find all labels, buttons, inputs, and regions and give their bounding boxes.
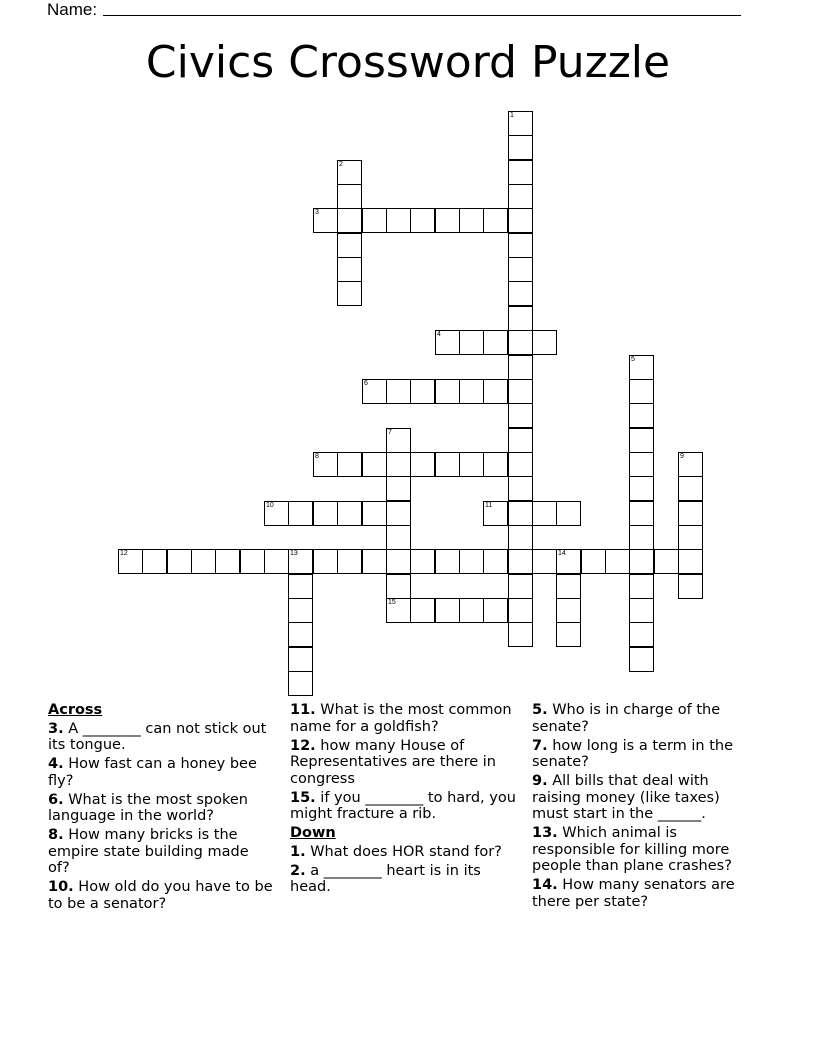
crossword-cell[interactable] — [629, 355, 654, 380]
crossword-cell[interactable] — [459, 549, 484, 574]
crossword-cell[interactable] — [191, 549, 216, 574]
clue-item — [48, 721, 274, 754]
crossword-cell[interactable] — [337, 184, 362, 209]
clue-item-number: 7. — [532, 737, 548, 754]
clue-item-text: how long is a term in the senate? — [532, 737, 734, 770]
clue-number: 4 — [437, 331, 441, 338]
crossword-cell[interactable] — [508, 549, 533, 574]
clue-item — [290, 702, 526, 735]
clue-item-number: 15. — [290, 789, 316, 806]
clue-item — [532, 773, 758, 823]
clue-item-text: How many senators are there per state? — [532, 877, 735, 910]
crossword-cell[interactable] — [435, 598, 460, 623]
across-clue-list — [48, 721, 274, 913]
crossword-cell[interactable] — [337, 208, 362, 233]
clue-number: 3 — [315, 209, 319, 216]
clue-item-text: if you ________ to hard, you might fracture a rib. — [290, 789, 516, 822]
down-heading: Down — [290, 825, 336, 841]
crossword-cell[interactable] — [410, 208, 435, 233]
crossword-cell[interactable] — [556, 574, 581, 599]
crossword-cell[interactable] — [386, 598, 411, 623]
crossword-cell[interactable] — [508, 135, 533, 160]
clue-item-text: What is the most common name for a goldfish? — [290, 702, 512, 735]
clue-number: 5 — [631, 356, 635, 363]
crossword-cell[interactable] — [362, 208, 387, 233]
clues-column-1 — [48, 702, 274, 915]
clue-item — [532, 702, 758, 735]
clue-item-number: 5. — [532, 702, 548, 718]
crossword-cell[interactable] — [362, 501, 387, 526]
crossword-cell[interactable] — [288, 598, 313, 623]
crossword-cell[interactable] — [629, 379, 654, 404]
crossword-cell[interactable] — [508, 379, 533, 404]
crossword-cell[interactable] — [142, 549, 167, 574]
crossword-cell[interactable] — [483, 379, 508, 404]
crossword-cell[interactable] — [337, 281, 362, 306]
crossword-cell[interactable] — [386, 549, 411, 574]
crossword-cell[interactable] — [386, 525, 411, 550]
clue-item — [48, 879, 274, 912]
crossword-cell[interactable] — [508, 306, 533, 331]
crossword-cell[interactable] — [362, 379, 387, 404]
crossword-cell[interactable] — [386, 476, 411, 501]
crossword-cell[interactable] — [508, 476, 533, 501]
crossword-cell[interactable] — [629, 428, 654, 453]
crossword-cell[interactable] — [508, 574, 533, 599]
crossword-cell[interactable] — [508, 233, 533, 258]
name-label: Name: — [47, 0, 98, 19]
crossword-cell[interactable] — [556, 598, 581, 623]
crossword-cell[interactable] — [483, 452, 508, 477]
clue-item-number: 11. — [290, 702, 316, 718]
page-title: Civics Crossword Puzzle — [145, 37, 671, 88]
crossword-cell[interactable] — [337, 257, 362, 282]
crossword-cell[interactable] — [629, 574, 654, 599]
crossword-cell[interactable] — [629, 622, 654, 647]
crossword-cell[interactable] — [410, 598, 435, 623]
crossword-cell[interactable] — [678, 501, 703, 526]
crossword-cell[interactable] — [386, 428, 411, 453]
crossword-cell[interactable] — [678, 549, 703, 574]
clue-item — [532, 877, 758, 910]
crossword-cell[interactable] — [629, 647, 654, 672]
clue-item-number: 3. — [48, 720, 64, 737]
crossword-cell[interactable] — [337, 233, 362, 258]
clue-number: 8 — [315, 453, 319, 460]
crossword-cell[interactable] — [386, 208, 411, 233]
clue-item — [290, 790, 526, 823]
crossword-cell[interactable] — [508, 111, 533, 136]
clue-item — [48, 827, 274, 877]
crossword-cell[interactable] — [288, 622, 313, 647]
crossword-cell[interactable] — [386, 501, 411, 526]
clue-item-number: 6. — [48, 791, 64, 808]
crossword-cell[interactable] — [629, 525, 654, 550]
crossword-cell[interactable] — [435, 208, 460, 233]
clues-column-2 — [290, 702, 526, 898]
crossword-cell[interactable] — [337, 452, 362, 477]
clue-item-number: 8. — [48, 827, 64, 843]
clue-item — [532, 738, 758, 771]
crossword-cell[interactable] — [605, 549, 630, 574]
clue-item-number: 1. — [290, 843, 306, 860]
crossword-cell[interactable] — [386, 379, 411, 404]
crossword-cell[interactable] — [483, 501, 508, 526]
clue-number: 12 — [120, 550, 128, 557]
clue-item-text: how many House of Representatives are there in congress — [290, 737, 496, 787]
crossword-cell[interactable] — [508, 281, 533, 306]
clue-item — [532, 825, 758, 875]
crossword-cell[interactable] — [435, 452, 460, 477]
crossword-cell[interactable] — [264, 549, 289, 574]
crossword-cell[interactable] — [313, 501, 338, 526]
clue-number: 7 — [388, 429, 392, 436]
crossword-cell[interactable] — [629, 598, 654, 623]
clue-item-text: Who is in charge of the senate? — [532, 702, 721, 735]
crossword-cell[interactable] — [337, 501, 362, 526]
crossword-cell[interactable] — [654, 549, 679, 574]
clue-item-number: 2. — [290, 862, 306, 879]
crossword-cell[interactable] — [337, 549, 362, 574]
crossword-cell[interactable] — [459, 379, 484, 404]
across-heading: Across — [48, 702, 103, 718]
crossword-cell[interactable] — [508, 403, 533, 428]
crossword-cell[interactable] — [288, 574, 313, 599]
crossword-cell[interactable] — [435, 379, 460, 404]
crossword-cell[interactable] — [678, 452, 703, 477]
clue-item-text: Which animal is responsible for killing more people than plane crashes? — [532, 825, 732, 874]
crossword-cell[interactable] — [508, 501, 533, 526]
crossword-cell[interactable] — [386, 452, 411, 477]
crossword-cell[interactable] — [215, 549, 240, 574]
crossword-cell[interactable] — [508, 622, 533, 647]
clue-number: 2 — [339, 161, 343, 168]
crossword-cell[interactable] — [508, 598, 533, 623]
clue-item-text: A ________ can not stick out its tongue. — [48, 720, 267, 753]
crossword-cell[interactable] — [288, 647, 313, 672]
crossword-cell[interactable] — [556, 549, 581, 574]
clue-item-text: How fast can a honey bee fly? — [48, 756, 257, 789]
across-clue-list-continued — [290, 702, 526, 823]
crossword-cell[interactable] — [264, 501, 289, 526]
crossword-cell[interactable] — [678, 574, 703, 599]
crossword-cell[interactable] — [508, 330, 533, 355]
down-clue-list-continued — [532, 702, 758, 910]
clue-item-text: How many bricks is the empire state building made of? — [48, 827, 249, 876]
crossword-cell[interactable] — [629, 549, 654, 574]
crossword-cell[interactable] — [629, 476, 654, 501]
crossword-cell[interactable] — [313, 549, 338, 574]
crossword-cell[interactable] — [459, 598, 484, 623]
crossword-cell[interactable] — [508, 184, 533, 209]
crossword-cell[interactable] — [386, 574, 411, 599]
clue-item — [290, 738, 526, 788]
clue-item-number: 10. — [48, 879, 74, 895]
clue-number: 15 — [388, 599, 396, 606]
crossword-cell[interactable] — [362, 452, 387, 477]
crossword-cell[interactable] — [483, 208, 508, 233]
clue-item — [48, 756, 274, 789]
crossword-cell[interactable] — [508, 452, 533, 477]
crossword-cell[interactable] — [459, 452, 484, 477]
crossword-cell[interactable] — [483, 598, 508, 623]
crossword-cell[interactable] — [508, 525, 533, 550]
crossword-cell[interactable] — [556, 501, 581, 526]
crossword-cell[interactable] — [483, 330, 508, 355]
crossword-cell[interactable] — [410, 379, 435, 404]
crossword-cell[interactable] — [508, 257, 533, 282]
crossword-cell[interactable] — [410, 452, 435, 477]
crossword-cell[interactable] — [508, 428, 533, 453]
clue-number: 14 — [558, 550, 566, 557]
crossword-cell[interactable] — [483, 549, 508, 574]
clue-item-text: a ________ heart is in its head. — [290, 862, 481, 895]
crossword-cell[interactable] — [629, 501, 654, 526]
down-clue-list — [290, 844, 526, 896]
crossword-cell[interactable] — [410, 549, 435, 574]
crossword-cell[interactable] — [508, 160, 533, 185]
crossword-cell[interactable] — [678, 525, 703, 550]
crossword-cell[interactable] — [459, 208, 484, 233]
crossword-cell[interactable] — [435, 549, 460, 574]
clue-item-number: 12. — [290, 737, 316, 754]
clue-item-text: All bills that deal with raising money (like taxes) must start in the ______. — [532, 773, 720, 822]
crossword-cell[interactable] — [337, 160, 362, 185]
crossword-cell[interactable] — [167, 549, 192, 574]
crossword-cell[interactable] — [532, 501, 557, 526]
clue-item-number: 9. — [532, 773, 548, 789]
crossword-cell[interactable] — [629, 403, 654, 428]
clue-item — [290, 863, 526, 896]
crossword-cell[interactable] — [288, 549, 313, 574]
crossword-cell[interactable] — [313, 452, 338, 477]
crossword-cell[interactable] — [508, 208, 533, 233]
clue-number: 6 — [364, 380, 368, 387]
crossword-cell[interactable] — [532, 549, 557, 574]
clue-number: 1 — [510, 112, 514, 119]
crossword-cell[interactable] — [556, 622, 581, 647]
crossword-cell[interactable] — [313, 208, 338, 233]
crossword-cell[interactable] — [532, 330, 557, 355]
crossword-cell[interactable] — [362, 549, 387, 574]
clue-number: 10 — [266, 502, 274, 509]
clue-item-number: 13. — [532, 825, 558, 841]
crossword-cell[interactable] — [508, 355, 533, 380]
clue-number: 11 — [485, 502, 493, 509]
clue-item-text: What is the most spoken language in the world? — [48, 791, 248, 824]
crossword-cell[interactable] — [288, 671, 313, 696]
crossword-cell[interactable] — [581, 549, 606, 574]
crossword-cell[interactable] — [678, 476, 703, 501]
crossword-cell[interactable] — [435, 330, 460, 355]
crossword-cell[interactable] — [240, 549, 265, 574]
clues-column-3 — [532, 702, 758, 913]
crossword-cell[interactable] — [288, 501, 313, 526]
clue-item — [290, 844, 526, 861]
clue-item-text: How old do you have to be to be a senator? — [48, 879, 273, 912]
clue-item-number: 14. — [532, 877, 558, 893]
crossword-cell[interactable] — [459, 330, 484, 355]
clue-item-number: 4. — [48, 756, 64, 772]
clue-number: 9 — [680, 453, 684, 460]
clue-number: 13 — [290, 550, 298, 557]
clue-item-text: What does HOR stand for? — [305, 843, 502, 860]
crossword-cell[interactable] — [629, 452, 654, 477]
crossword-cell[interactable] — [118, 549, 143, 574]
clue-item — [48, 792, 274, 825]
